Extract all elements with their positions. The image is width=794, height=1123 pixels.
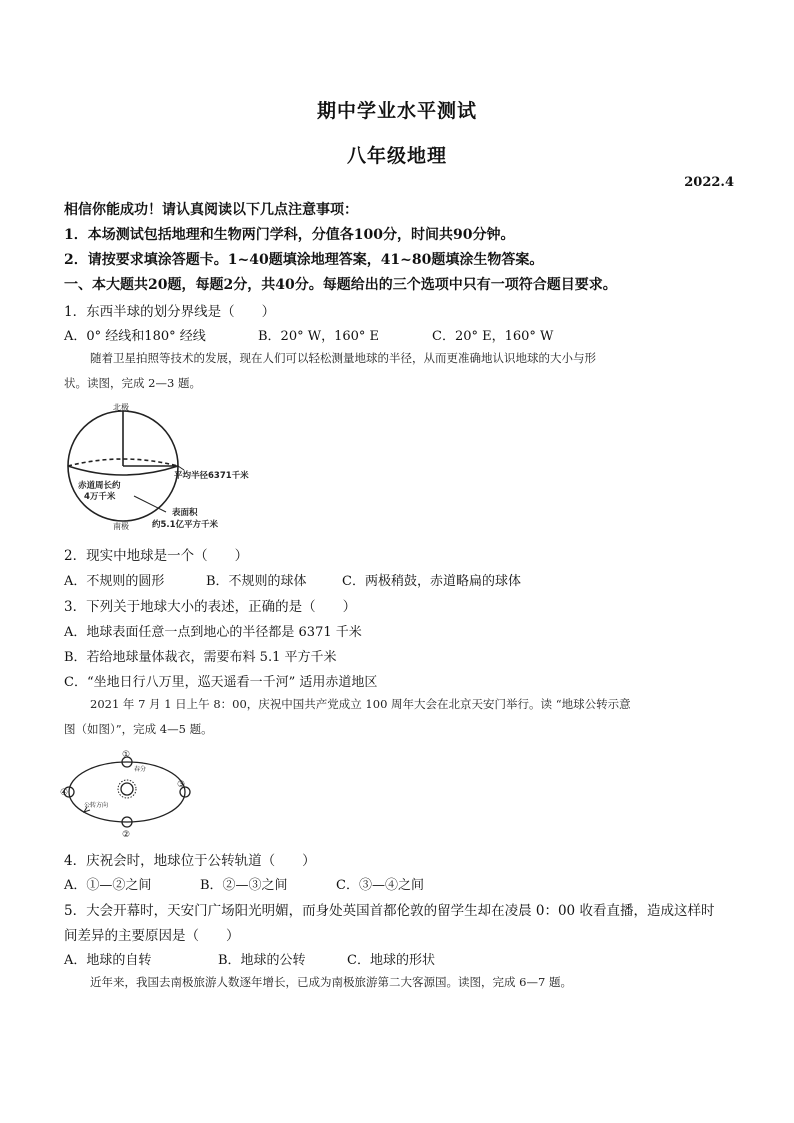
question-5-option-c: C．地球的形状	[347, 953, 435, 968]
area-pointer	[134, 496, 166, 512]
label-equator-1: 赤道周长约	[78, 481, 121, 491]
passage-1-line-1: 随着卫星拍照等技术的发展，现在人们可以轻松测量地球的半径，从而更准确地认识地球的大小与形	[90, 351, 596, 365]
orbit-label-spring: 春分	[134, 766, 147, 773]
passage-1-line-2: 状。读图，完成 2—3 题。	[64, 376, 201, 390]
equator-front	[68, 466, 178, 475]
label-south-pole: 南极	[113, 522, 129, 531]
exam-subtitle: 八年级地理	[346, 145, 447, 167]
label-equator-2: 4万千米	[84, 492, 116, 502]
label-radius: 平均半径6371千米	[174, 471, 249, 481]
question-4-option-a: A．①—②之间	[64, 878, 152, 893]
question-4-option-b: B．②—③之间	[200, 878, 288, 893]
question-3-option-b: B．若给地球量体裁衣，需要布料 5.1 平方千米	[64, 650, 337, 665]
orbit-label-3: ③	[177, 780, 186, 790]
question-3-stem: 3．下列关于地球大小的表述，正确的是（ ）	[64, 599, 357, 615]
exam-date: 2022.4	[684, 175, 734, 190]
section-heading: 一、本大题共20题，每题2分，共40分。每题给出的三个选项中只有一项符合题目要求。	[64, 277, 617, 293]
question-5-option-a: A．地球的自转	[64, 953, 152, 968]
question-4-stem: 4．庆祝会时，地球位于公转轨道（ ）	[64, 853, 316, 869]
label-area-1: 表面积	[172, 508, 198, 518]
orbit-label-4: ④	[60, 788, 69, 798]
question-2-option-a: A．不规则的圆形	[64, 574, 165, 589]
question-2-option-b: B．不规则的球体	[206, 574, 307, 589]
question-1-option-b: B．20° W，160° E	[258, 329, 380, 344]
passage-3-line-1: 近年来，我国去南极旅游人数逐年增长，已成为南极旅游第二大客源国。读图，完成 6—7 题。	[90, 975, 572, 989]
orbit-ellipse	[69, 762, 185, 822]
question-1-stem: 1．东西半球的划分界线是（ ）	[64, 304, 276, 320]
passage-2-line-1: 2021 年 7 月 1 日上午 8：00，庆祝中国共产党成立 100 周年大会在北京天安门举行。读 “地球公转示意	[90, 697, 631, 711]
notice-item-1: 1．本场测试包括地理和生物两门学科，分值各100分，时间共90分钟。	[64, 227, 515, 243]
notice-item-2: 2．请按要求填涂答题卡。1~40题填涂地理答案，41~80题填涂生物答案。	[64, 252, 544, 268]
notice-intro: 相信你能成功！请认真阅读以下几点注意事项：	[64, 202, 358, 218]
orbit-label-2: ②	[122, 830, 131, 840]
label-area-2: 约5.1亿平方千米	[152, 520, 219, 530]
exam-title: 期中学业水平测试	[316, 100, 477, 122]
question-2-option-c: C．两极稍鼓，赤道略扁的球体	[342, 574, 521, 589]
sun-icon	[121, 783, 133, 795]
question-1-option-c: C．20° E，160° W	[432, 329, 554, 344]
orbit-label-direction: 公转方向	[84, 802, 109, 809]
label-north-pole: 北极	[113, 403, 129, 412]
question-4-option-c: C．③—④之间	[336, 878, 424, 893]
question-5-option-b: B．地球的公转	[218, 953, 306, 968]
orbit-figure	[60, 745, 200, 840]
question-3-option-c: C．“坐地日行八万里，巡天遥看一千河” 适用赤道地区	[64, 675, 378, 690]
question-1-option-a: A．0° 经线和180° 经线	[64, 329, 206, 344]
question-3-option-a: A．地球表面任意一点到地心的半径都是 6371 千米	[64, 625, 362, 640]
question-5-stem-line-1: 5．大会开幕时，天安门广场阳光明媚，而身处英国首都伦敦的留学生却在凌晨 0：00 收看直播，造成这样时	[64, 903, 715, 919]
passage-2-line-2: 图（如图）”，完成 4—5 题。	[64, 722, 213, 736]
radius-pointer	[178, 466, 184, 470]
question-5-stem-line-2: 间差异的主要原因是（ ）	[64, 928, 240, 944]
question-2-stem: 2．现实中地球是一个（ ）	[64, 548, 249, 564]
orbit-label-1: ①	[122, 750, 131, 760]
earth-figure	[60, 398, 270, 533]
